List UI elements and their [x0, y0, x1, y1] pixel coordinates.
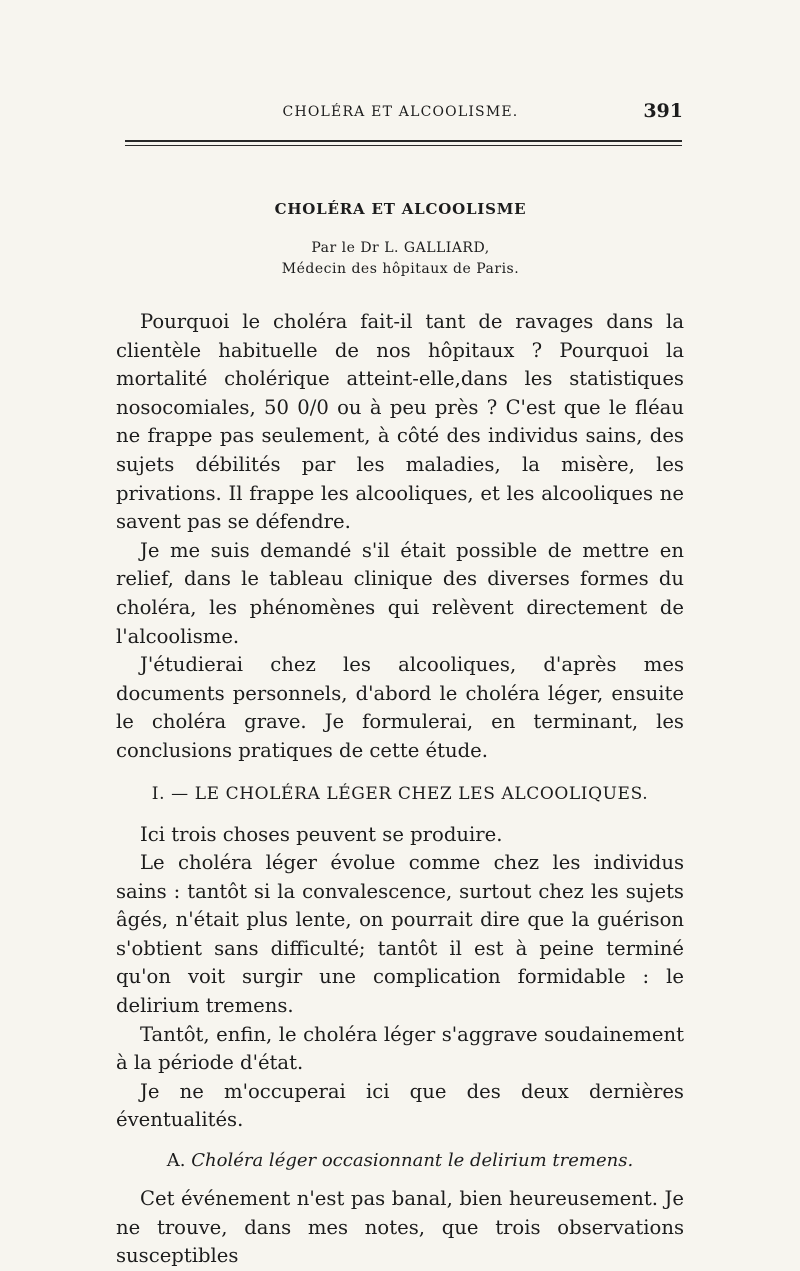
paragraph: J'étudierai chez les alcooliques, d'après mes documents personnels, d'abord le choléra léger, ensuite le choléra grave. Je formulerai, en terminant, les conclusions pratiques de cette étude. — [116, 653, 684, 762]
running-head — [118, 100, 683, 124]
author-byline: Par le Dr L. GALLIARD, — [311, 240, 490, 256]
running-title: CHOLÉRA ET ALCOOLISME. — [282, 104, 519, 120]
paragraph: Tantôt, enfin, le choléra léger s'aggrave soudainement à la période d'état. — [116, 1022, 684, 1075]
paragraph: Pourquoi le choléra fait-il tant de ravages dans la clientèle habituelle de nos hôpitaux ? Pourquoi la mortalité cholérique atteint-elle,dans les statistiques nosocomiales, 50 0/0 ou à peu près ? C'est que le fléau ne frappe pas seulement, à côté des individus sains, des sujets débilités par les maladies, la misère, les privations. Il frappe les alcooliques, et les alcooliques ne savent pas se défendre. — [116, 310, 684, 534]
paragraph: Le choléra léger évolue comme chez les individus sains : tantôt si la convalescence, surtout chez les sujets âgés, n'était plus lente, on pourrait dire que la guérison s'obtient sans difficulté; tantôt il est à peine terminé qu'on voit surgir une complication formidable : le delirium tremens. — [116, 851, 684, 1018]
body-text — [116, 308, 684, 1271]
author-affiliation: Médecin des hôpitaux de Paris. — [281, 261, 520, 277]
article-title: CHOLÉRA ET ALCOOLISME — [274, 200, 527, 218]
header-rule-thin — [125, 145, 682, 146]
subsection-heading — [116, 1147, 684, 1175]
subsection-letter: A. — [166, 1150, 186, 1172]
subsection-title: Choléra léger occasionnant le delirium tremens. — [191, 1150, 634, 1172]
section-heading: I. — LE CHOLÉRA LÉGER CHEZ LES ALCOOLIQUES. — [151, 783, 649, 804]
page-number: 391 — [643, 100, 683, 122]
paragraph: Je ne m'occuperai ici que des deux dernières éventualités. — [116, 1079, 684, 1132]
header-rule-thick — [125, 140, 682, 142]
paragraph: Je me suis demandé s'il était possible de mettre en relief, dans le tableau clinique des diverses formes du choléra, les phénomènes qui relèvent directement de l'alcoolisme. — [116, 538, 684, 648]
paragraph: Ici trois choses peuvent se produire. — [140, 822, 503, 846]
paragraph: Cet événement n'est pas banal, bien heureusement. Je ne trouve, dans mes notes, que trois observations susceptibles — [116, 1187, 684, 1268]
